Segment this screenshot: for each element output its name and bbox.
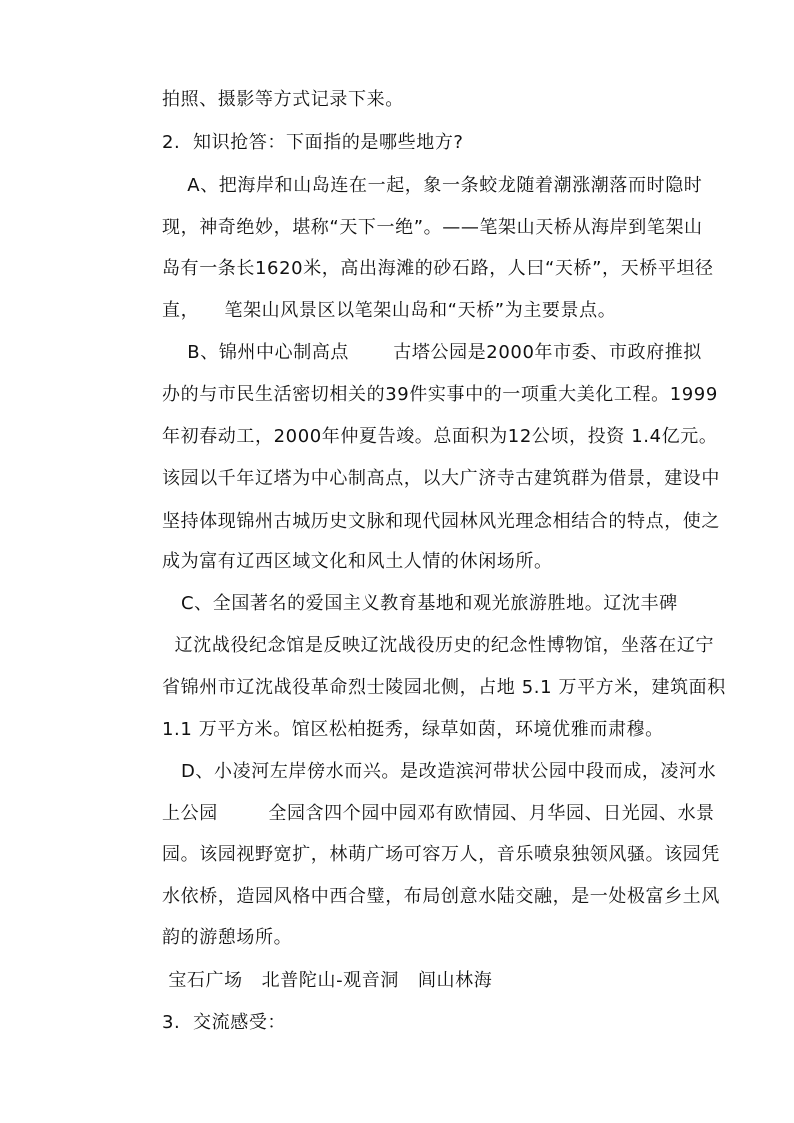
text-line: 现，神奇绝妙，堪称“天下一绝”。——笔架山天桥从海岸到笔架山 (162, 217, 703, 238)
text-line: A、把海岸和山岛连在一起，象一条蛟龙随着潮涨潮落而时隐时 (162, 175, 703, 196)
text-line: 办的与市民生活密切相关的39件实事中的一项重大美化工程。1999 (162, 384, 718, 405)
section-heading-2: 2. 知识抢答：下面指的是哪些地方? (162, 132, 464, 153)
text-line: 拍照、摄影等方式记录下来。 (162, 89, 404, 110)
text-line: 年初春动工，2000年仲夏告竣。总面积为12公顷，投资 1.4亿元。 (162, 426, 718, 447)
text-line: D、小凌河左岸傍水而兴。是改造滨河带状公园中段而成，凌河水 (162, 761, 717, 782)
section-heading-3: 3. 交流感受： (162, 1012, 287, 1033)
text-line: 坚持体现锦州古城历史文脉和现代园林风光理念相结合的特点，使之 (162, 511, 720, 532)
text-line: 成为富有辽西区域文化和风土人情的休闲场所。 (162, 551, 553, 572)
text-line: 岛有一条长1620米，高出海滩的砂石路，人曰“天桥”，天桥平坦径 (162, 258, 714, 279)
text-line: 辽沈战役纪念馆是反映辽沈战役历史的纪念性博物馆，坐落在辽宁 (162, 635, 715, 656)
text-line: 该园以千年辽塔为中心制高点，以大广济寺古建筑群为借景，建设中 (162, 468, 720, 489)
text-line: 1.1 万平方米。馆区松柏挺秀，绿草如茵，环境优雅而肃穆。 (162, 719, 664, 740)
text-line: 直， 笔架山风景区以笔架山岛和“天桥”为主要景点。 (162, 300, 617, 321)
text-line: 宝石广场 北普陀山-观音洞 闾山林海 (162, 970, 493, 991)
text-line: 省锦州市辽沈战役革命烈士陵园北侧，占地 5.1 万平方米，建筑面积 (162, 677, 726, 698)
text-line: C、全国著名的爱国主义教育基地和观光旅游胜地。辽沈丰碑 (162, 593, 678, 614)
text-line: 韵的游憩场所。 (162, 927, 293, 948)
text-line: 上公园 全园含四个园中园邓有欧情园、月华园、日光园、水景 (162, 803, 715, 824)
text-line: 水依桥，造园风格中西合璧，布局创意水陆交融，是一处极富乡土风 (162, 886, 720, 907)
text-line: B、锦州中心制高点 古塔公园是2000年市委、市政府推拟 (162, 342, 702, 363)
text-line: 园。该园视野宽扩，林萌广场可容万人，音乐喷泉独领风骚。该园凭 (162, 844, 720, 865)
